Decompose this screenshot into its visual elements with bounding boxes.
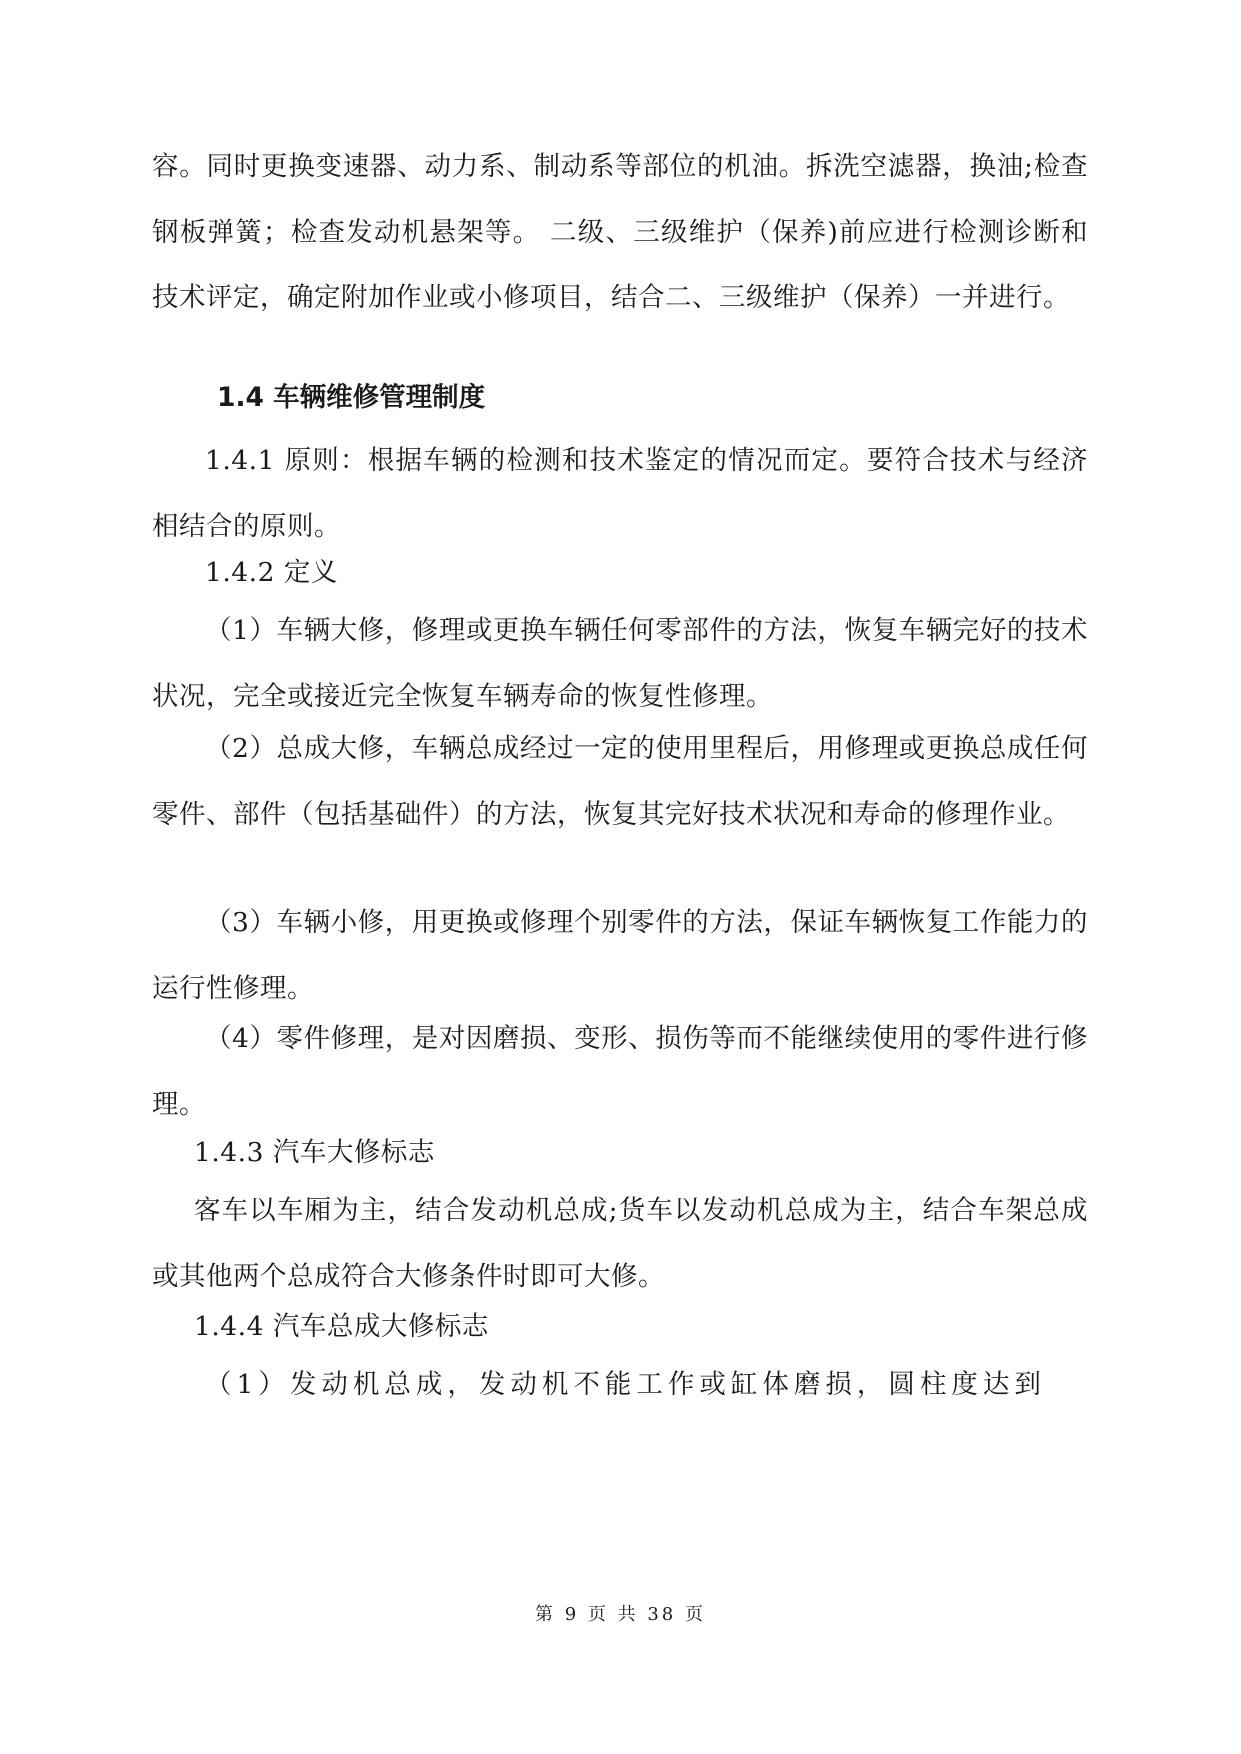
paragraph-1-4-2: 1.4.2 定义: [205, 557, 338, 588]
definition-item-2: （2）总成大修，车辆总成经过一定的使用里程后，用修理或更换总成任何零件、部件（包括基础件）的方法，恢复其完好技术状况和寿命的修理作业。: [152, 733, 1088, 830]
paragraph-1-4-3: 1.4.3 汽车大修标志: [194, 1137, 435, 1168]
paragraph-1-4-4-item-1: （1）发动机总成，发动机不能工作或缸体磨损，圆柱度达到: [205, 1369, 1046, 1400]
paragraph-1-4-1: 1.4.1 原则：根据车辆的检测和技术鉴定的情况而定。要符合技术与经济相结合的原则。: [152, 445, 1088, 542]
section-heading-1-4: 1.4 车辆维修管理制度: [217, 382, 486, 413]
page-number-footer: 第 9 页 共 38 页: [535, 1604, 706, 1625]
definition-item-4: （4）零件修理，是对因磨损、变形、损伤等而不能继续使用的零件进行修理。: [152, 1023, 1088, 1120]
paragraph-continuation: 容。同时更换变速器、动力系、制动系等部位的机油。拆洗空滤器，换油;检查钢板弹簧；检查发动机悬架等。 二级、三级维护（保养)前应进行检测诊断和技术评定，确定附加作业或小修项目，结合二、三级维护（保养）一并进行。: [152, 151, 1088, 313]
paragraph-1-4-3-body: 客车以车厢为主，结合发动机总成;货车以发动机总成为主，结合车架总成或其他两个总成符合大修条件时即可大修。: [152, 1195, 1088, 1292]
definition-item-3: （3）车辆小修，用更换或修理个别零件的方法，保证车辆恢复工作能力的运行性修理。: [152, 907, 1088, 1004]
paragraph-1-4-4: 1.4.4 汽车总成大修标志: [194, 1311, 489, 1342]
definition-item-1: （1）车辆大修，修理或更换车辆任何零部件的方法，恢复车辆完好的技术状况，完全或接近完全恢复车辆寿命的恢复性修理。: [152, 615, 1088, 712]
